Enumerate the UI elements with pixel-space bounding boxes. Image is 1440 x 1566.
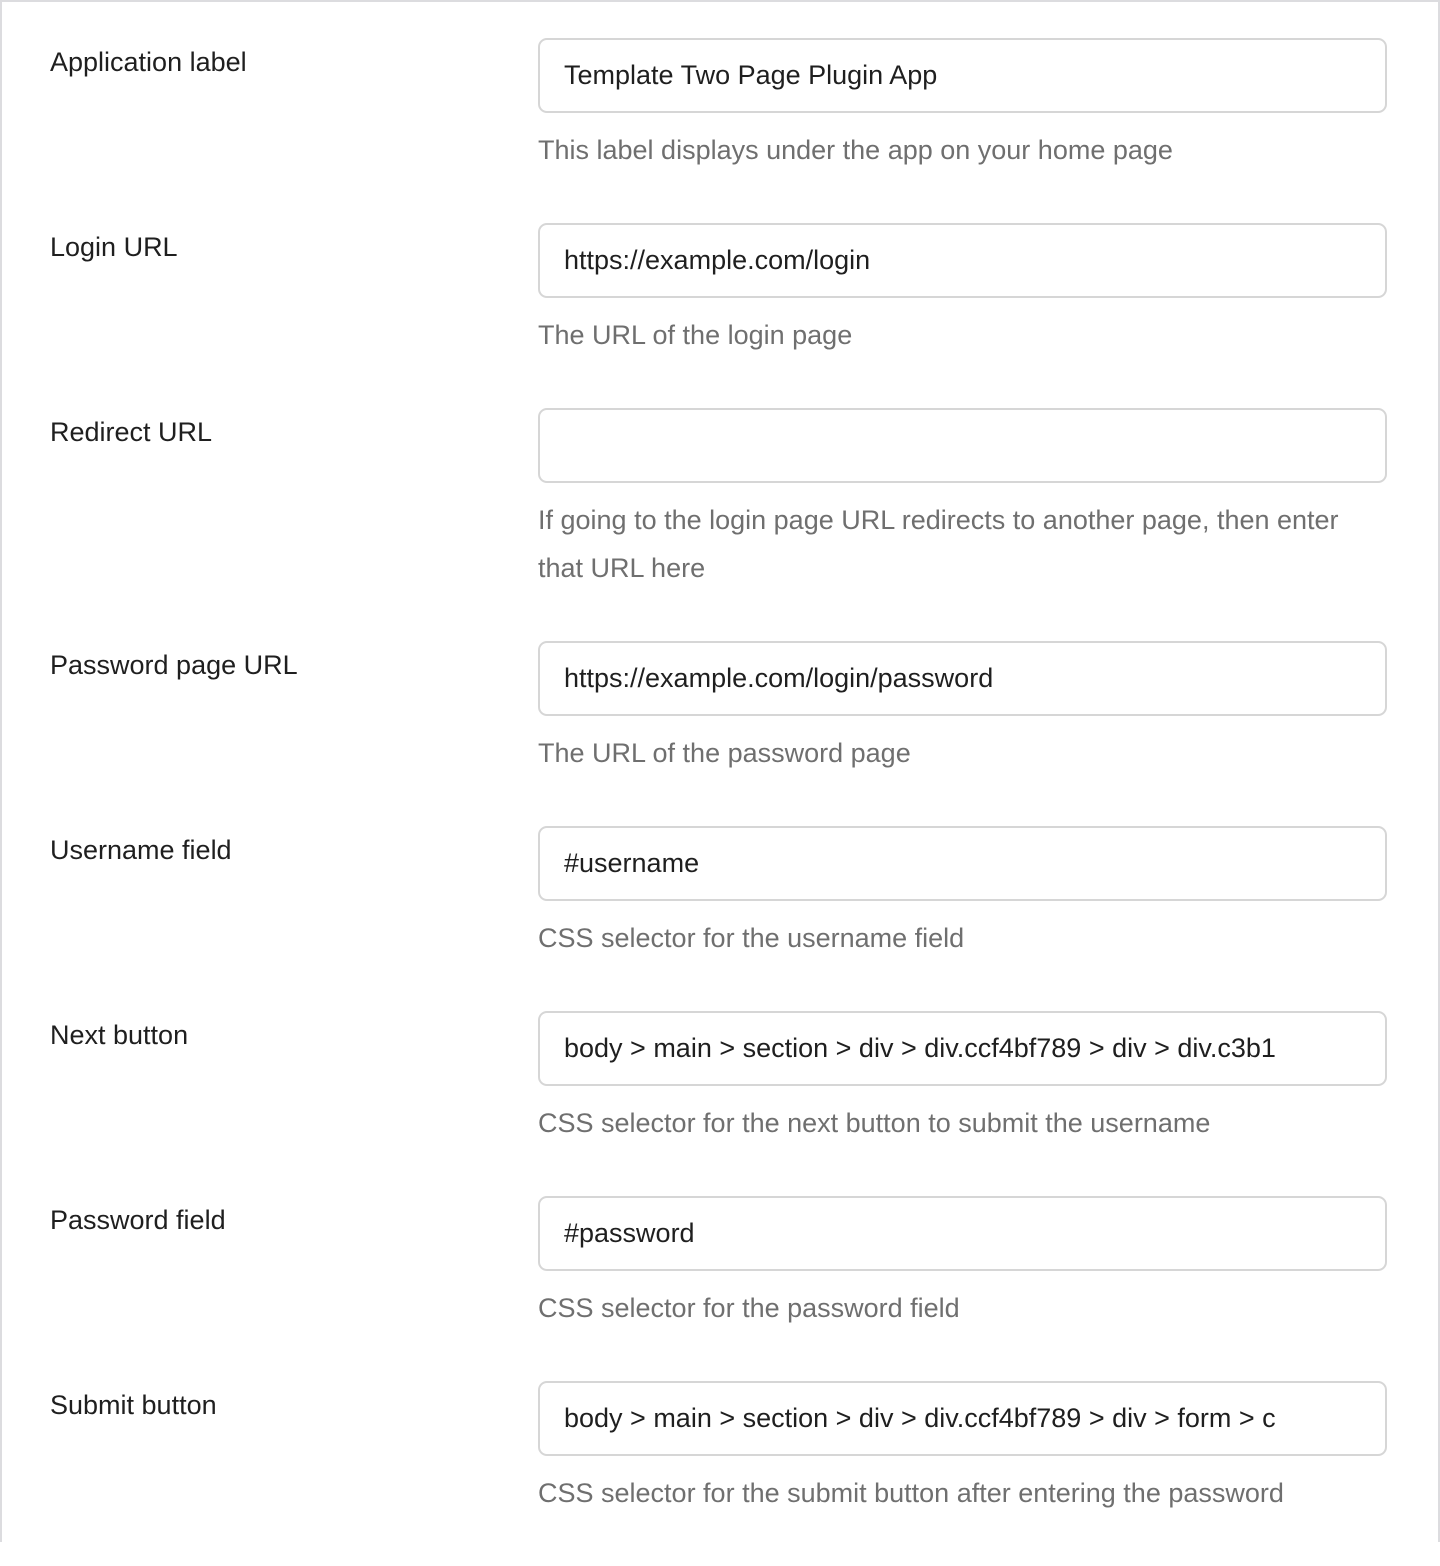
password-field-row <box>2 1196 1438 1332</box>
next-button-selector-input[interactable] <box>538 1011 1387 1086</box>
login-url-label: Login URL <box>50 232 178 262</box>
submit-button-selector-input[interactable] <box>538 1381 1387 1456</box>
login-url-help: The URL of the login page <box>538 320 853 350</box>
next-button-row <box>2 1011 1438 1147</box>
password-page-url-label: Password page URL <box>50 650 298 680</box>
submit-button-row <box>2 1381 1438 1517</box>
submit-button-help: CSS selector for the submit button after entering the password <box>538 1478 1284 1508</box>
login-url-row <box>2 223 1438 359</box>
password-field-label: Password field <box>50 1205 226 1235</box>
password-field-input[interactable] <box>538 1196 1387 1271</box>
password-page-url-help: The URL of the password page <box>538 738 911 768</box>
password-page-url-row <box>2 641 1438 777</box>
redirect-url-label: Redirect URL <box>50 417 213 447</box>
app-settings-form <box>2 38 1438 1566</box>
redirect-url-help: If going to the login page URL redirects to another page, then enter that URL here <box>538 505 1339 583</box>
login-url-input[interactable] <box>538 223 1387 298</box>
next-button-label: Next button <box>50 1020 189 1050</box>
redirect-url-row <box>2 408 1438 592</box>
next-button-help: CSS selector for the next button to submit the username <box>538 1108 1211 1138</box>
username-field-input[interactable] <box>538 826 1387 901</box>
application-label-help: This label displays under the app on your home page <box>538 135 1173 165</box>
password-page-url-input[interactable] <box>538 641 1387 716</box>
password-field-help: CSS selector for the password field <box>538 1293 960 1323</box>
application-label-row <box>2 38 1438 174</box>
username-field-help: CSS selector for the username field <box>538 923 965 953</box>
redirect-url-input[interactable] <box>538 408 1387 483</box>
application-label-label: Application label <box>50 47 247 77</box>
username-field-row <box>2 826 1438 962</box>
submit-button-label: Submit button <box>50 1390 217 1420</box>
application-label-input[interactable] <box>538 38 1387 113</box>
username-field-label: Username field <box>50 835 232 865</box>
